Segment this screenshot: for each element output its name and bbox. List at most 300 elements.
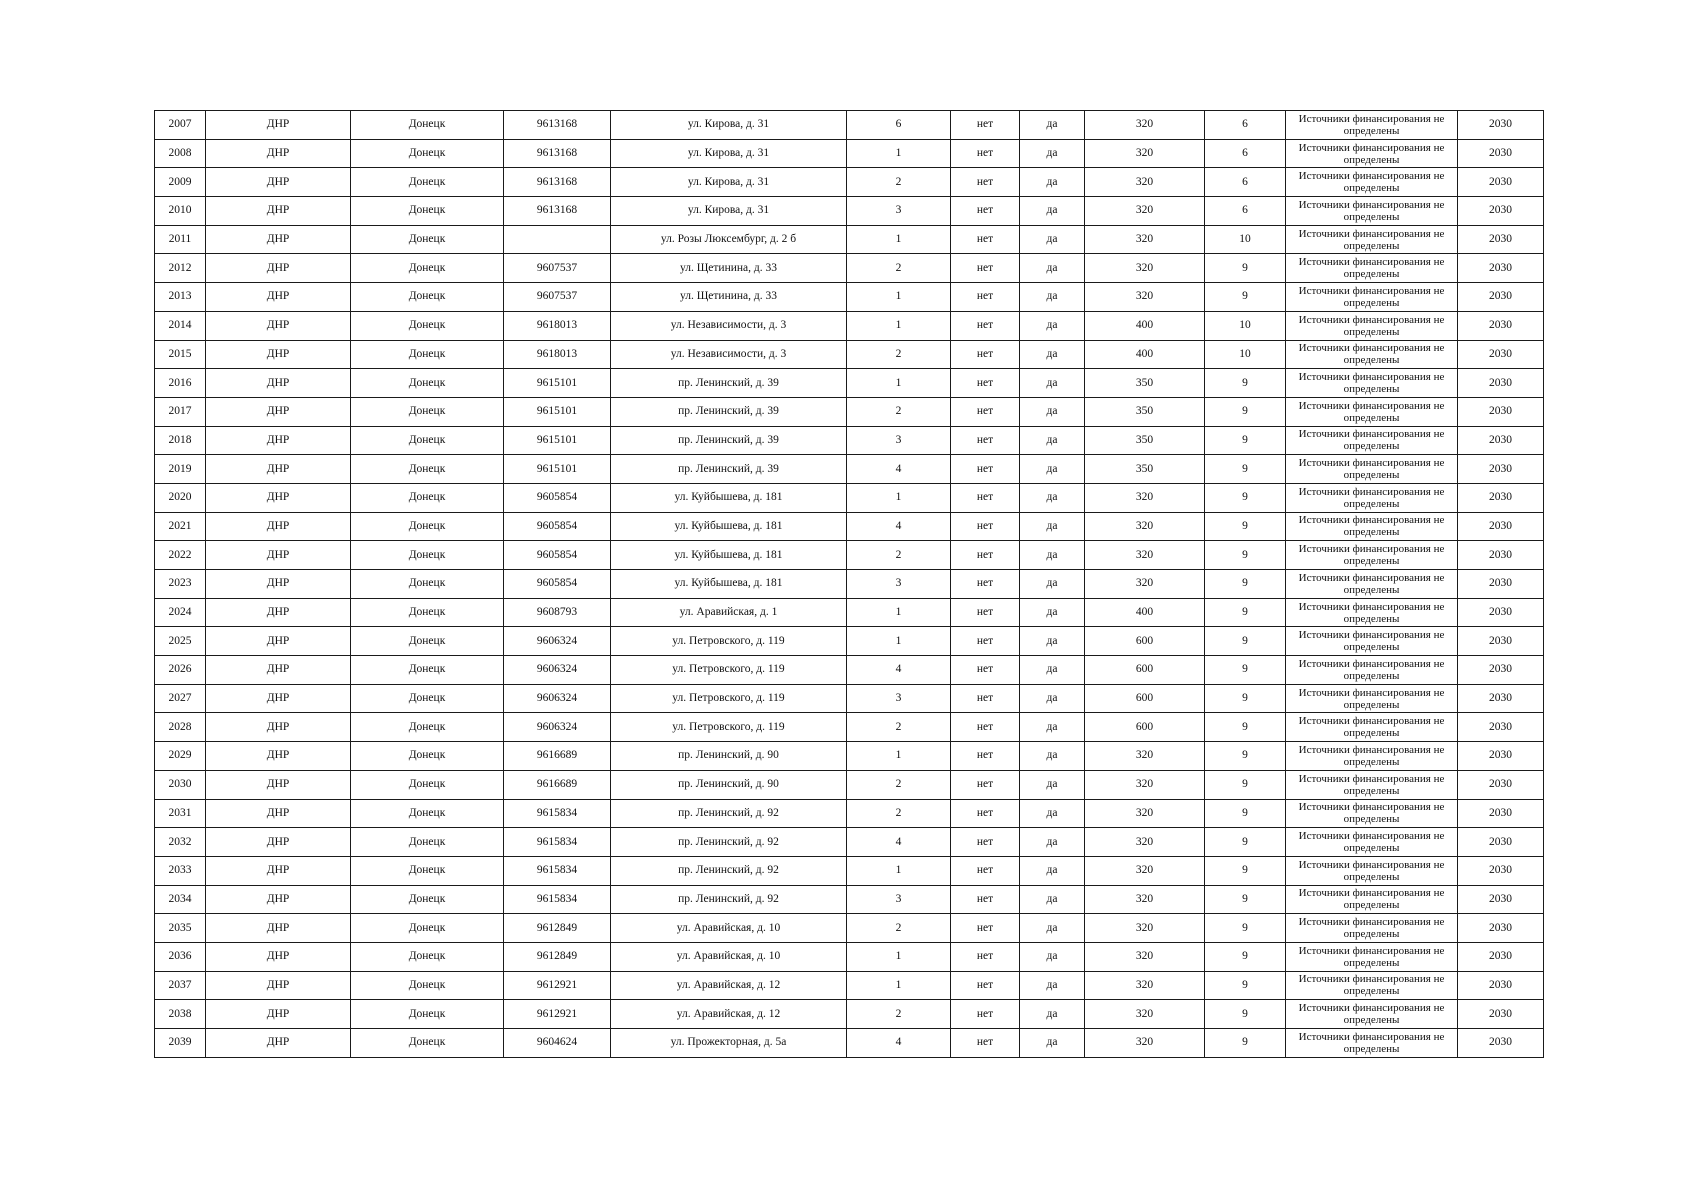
table-row xyxy=(155,1000,1544,1029)
funding-cell: Источники финансирования не определены xyxy=(1286,627,1458,656)
table-row xyxy=(155,455,1544,484)
value-cell: 320 xyxy=(1085,570,1205,599)
funding-cell: Источники финансирования не определены xyxy=(1286,139,1458,168)
year-cell: 2030 xyxy=(1458,828,1544,857)
region-cell: ДНР xyxy=(206,483,351,512)
year-cell: 2030 xyxy=(1458,971,1544,1000)
flag-a-cell: нет xyxy=(951,828,1020,857)
funding-cell: Источники финансирования не определены xyxy=(1286,1000,1458,1029)
region-cell: ДНР xyxy=(206,111,351,140)
address-cell: ул. Аравийская, д. 10 xyxy=(611,942,847,971)
region-cell: ДНР xyxy=(206,885,351,914)
address-cell: ул. Аравийская, д. 1 xyxy=(611,598,847,627)
table-row xyxy=(155,168,1544,197)
code-cell: 9613168 xyxy=(504,197,611,226)
city-cell: Донецк xyxy=(351,799,504,828)
address-cell: ул. Петровского, д. 119 xyxy=(611,684,847,713)
grade-cell: 9 xyxy=(1205,971,1286,1000)
count-cell: 4 xyxy=(847,455,951,484)
address-cell: ул. Петровского, д. 119 xyxy=(611,656,847,685)
row-number-cell: 2009 xyxy=(155,168,206,197)
year-cell: 2030 xyxy=(1458,283,1544,312)
flag-b-cell: да xyxy=(1020,1000,1085,1029)
value-cell: 320 xyxy=(1085,483,1205,512)
grade-cell: 9 xyxy=(1205,570,1286,599)
funding-cell: Источники финансирования не определены xyxy=(1286,770,1458,799)
region-cell: ДНР xyxy=(206,340,351,369)
flag-b-cell: да xyxy=(1020,512,1085,541)
flag-a-cell: нет xyxy=(951,483,1020,512)
funding-cell: Источники финансирования не определены xyxy=(1286,111,1458,140)
address-cell: ул. Куйбышева, д. 181 xyxy=(611,483,847,512)
year-cell: 2030 xyxy=(1458,770,1544,799)
row-number-cell: 2022 xyxy=(155,541,206,570)
year-cell: 2030 xyxy=(1458,455,1544,484)
flag-a-cell: нет xyxy=(951,684,1020,713)
grade-cell: 9 xyxy=(1205,799,1286,828)
count-cell: 1 xyxy=(847,627,951,656)
region-cell: ДНР xyxy=(206,942,351,971)
flag-b-cell: да xyxy=(1020,139,1085,168)
count-cell: 3 xyxy=(847,885,951,914)
value-cell: 320 xyxy=(1085,111,1205,140)
row-number-cell: 2031 xyxy=(155,799,206,828)
city-cell: Донецк xyxy=(351,168,504,197)
funding-cell: Источники финансирования не определены xyxy=(1286,168,1458,197)
region-cell: ДНР xyxy=(206,656,351,685)
code-cell: 9615834 xyxy=(504,828,611,857)
flag-a-cell: нет xyxy=(951,512,1020,541)
flag-a-cell: нет xyxy=(951,570,1020,599)
city-cell: Донецк xyxy=(351,397,504,426)
funding-cell: Источники финансирования не определены xyxy=(1286,656,1458,685)
table-row xyxy=(155,713,1544,742)
table-row xyxy=(155,541,1544,570)
grade-cell: 10 xyxy=(1205,225,1286,254)
address-cell: ул. Независимости, д. 3 xyxy=(611,311,847,340)
row-number-cell: 2023 xyxy=(155,570,206,599)
value-cell: 400 xyxy=(1085,311,1205,340)
code-cell: 9608793 xyxy=(504,598,611,627)
city-cell: Донецк xyxy=(351,1029,504,1058)
funding-cell: Источники финансирования не определены xyxy=(1286,598,1458,627)
year-cell: 2030 xyxy=(1458,311,1544,340)
value-cell: 320 xyxy=(1085,197,1205,226)
row-number-cell: 2014 xyxy=(155,311,206,340)
address-cell: ул. Петровского, д. 119 xyxy=(611,713,847,742)
address-cell: ул. Щетинина, д. 33 xyxy=(611,283,847,312)
flag-a-cell: нет xyxy=(951,1000,1020,1029)
count-cell: 3 xyxy=(847,570,951,599)
region-cell: ДНР xyxy=(206,225,351,254)
address-cell: ул. Куйбышева, д. 181 xyxy=(611,512,847,541)
year-cell: 2030 xyxy=(1458,541,1544,570)
flag-a-cell: нет xyxy=(951,942,1020,971)
value-cell: 320 xyxy=(1085,168,1205,197)
grade-cell: 9 xyxy=(1205,828,1286,857)
count-cell: 1 xyxy=(847,283,951,312)
table-row xyxy=(155,369,1544,398)
table-row xyxy=(155,684,1544,713)
table-row xyxy=(155,885,1544,914)
funding-cell: Источники финансирования не определены xyxy=(1286,684,1458,713)
table-body xyxy=(155,111,1544,1058)
row-number-cell: 2032 xyxy=(155,828,206,857)
flag-a-cell: нет xyxy=(951,885,1020,914)
table-row xyxy=(155,512,1544,541)
code-cell: 9612849 xyxy=(504,914,611,943)
code-cell: 9615834 xyxy=(504,856,611,885)
grade-cell: 9 xyxy=(1205,713,1286,742)
flag-b-cell: да xyxy=(1020,942,1085,971)
city-cell: Донецк xyxy=(351,1000,504,1029)
city-cell: Донецк xyxy=(351,483,504,512)
table-row xyxy=(155,971,1544,1000)
flag-b-cell: да xyxy=(1020,713,1085,742)
funding-cell: Источники финансирования не определены xyxy=(1286,541,1458,570)
code-cell: 9604624 xyxy=(504,1029,611,1058)
count-cell: 2 xyxy=(847,799,951,828)
code-cell: 9605854 xyxy=(504,541,611,570)
value-cell: 350 xyxy=(1085,397,1205,426)
funding-cell: Источники финансирования не определены xyxy=(1286,254,1458,283)
grade-cell: 9 xyxy=(1205,627,1286,656)
count-cell: 2 xyxy=(847,713,951,742)
count-cell: 6 xyxy=(847,111,951,140)
count-cell: 1 xyxy=(847,369,951,398)
count-cell: 2 xyxy=(847,168,951,197)
address-cell: пр. Ленинский, д. 39 xyxy=(611,369,847,398)
funding-cell: Источники финансирования не определены xyxy=(1286,971,1458,1000)
row-number-cell: 2027 xyxy=(155,684,206,713)
flag-b-cell: да xyxy=(1020,1029,1085,1058)
table-row xyxy=(155,914,1544,943)
flag-b-cell: да xyxy=(1020,770,1085,799)
row-number-cell: 2026 xyxy=(155,656,206,685)
flag-a-cell: нет xyxy=(951,914,1020,943)
value-cell: 600 xyxy=(1085,656,1205,685)
value-cell: 320 xyxy=(1085,971,1205,1000)
funding-cell: Источники финансирования не определены xyxy=(1286,713,1458,742)
value-cell: 320 xyxy=(1085,942,1205,971)
table-row xyxy=(155,828,1544,857)
year-cell: 2030 xyxy=(1458,483,1544,512)
region-cell: ДНР xyxy=(206,455,351,484)
row-number-cell: 2035 xyxy=(155,914,206,943)
flag-b-cell: да xyxy=(1020,225,1085,254)
count-cell: 2 xyxy=(847,770,951,799)
year-cell: 2030 xyxy=(1458,627,1544,656)
value-cell: 320 xyxy=(1085,828,1205,857)
count-cell: 1 xyxy=(847,483,951,512)
count-cell: 4 xyxy=(847,656,951,685)
flag-a-cell: нет xyxy=(951,311,1020,340)
year-cell: 2030 xyxy=(1458,197,1544,226)
row-number-cell: 2028 xyxy=(155,713,206,742)
funding-cell: Источники финансирования не определены xyxy=(1286,283,1458,312)
address-cell: ул. Кирова, д. 31 xyxy=(611,197,847,226)
city-cell: Донецк xyxy=(351,856,504,885)
row-number-cell: 2030 xyxy=(155,770,206,799)
count-cell: 4 xyxy=(847,828,951,857)
funding-cell: Источники финансирования не определены xyxy=(1286,397,1458,426)
funding-cell: Источники финансирования не определены xyxy=(1286,828,1458,857)
value-cell: 320 xyxy=(1085,512,1205,541)
count-cell: 3 xyxy=(847,684,951,713)
region-cell: ДНР xyxy=(206,168,351,197)
region-cell: ДНР xyxy=(206,197,351,226)
flag-a-cell: нет xyxy=(951,111,1020,140)
flag-b-cell: да xyxy=(1020,541,1085,570)
address-cell: ул. Щетинина, д. 33 xyxy=(611,254,847,283)
city-cell: Донецк xyxy=(351,225,504,254)
flag-a-cell: нет xyxy=(951,770,1020,799)
grade-cell: 9 xyxy=(1205,455,1286,484)
grade-cell: 9 xyxy=(1205,541,1286,570)
region-cell: ДНР xyxy=(206,570,351,599)
flag-b-cell: да xyxy=(1020,914,1085,943)
table-row xyxy=(155,942,1544,971)
grade-cell: 9 xyxy=(1205,742,1286,771)
funding-cell: Источники финансирования не определены xyxy=(1286,570,1458,599)
grade-cell: 9 xyxy=(1205,856,1286,885)
region-cell: ДНР xyxy=(206,713,351,742)
row-number-cell: 2034 xyxy=(155,885,206,914)
value-cell: 320 xyxy=(1085,799,1205,828)
grade-cell: 9 xyxy=(1205,684,1286,713)
region-cell: ДНР xyxy=(206,139,351,168)
region-cell: ДНР xyxy=(206,512,351,541)
table-row xyxy=(155,742,1544,771)
code-cell: 9615101 xyxy=(504,426,611,455)
grade-cell: 9 xyxy=(1205,426,1286,455)
flag-b-cell: да xyxy=(1020,570,1085,599)
value-cell: 350 xyxy=(1085,455,1205,484)
city-cell: Донецк xyxy=(351,713,504,742)
city-cell: Донецк xyxy=(351,426,504,455)
table-row xyxy=(155,1029,1544,1058)
city-cell: Донецк xyxy=(351,541,504,570)
count-cell: 2 xyxy=(847,397,951,426)
code-cell: 9613168 xyxy=(504,168,611,197)
value-cell: 320 xyxy=(1085,914,1205,943)
flag-b-cell: да xyxy=(1020,111,1085,140)
region-cell: ДНР xyxy=(206,856,351,885)
row-number-cell: 2011 xyxy=(155,225,206,254)
address-cell: пр. Ленинский, д. 39 xyxy=(611,426,847,455)
year-cell: 2030 xyxy=(1458,942,1544,971)
address-cell: пр. Ленинский, д. 90 xyxy=(611,742,847,771)
row-number-cell: 2029 xyxy=(155,742,206,771)
count-cell: 4 xyxy=(847,1029,951,1058)
grade-cell: 9 xyxy=(1205,254,1286,283)
year-cell: 2030 xyxy=(1458,369,1544,398)
region-cell: ДНР xyxy=(206,369,351,398)
year-cell: 2030 xyxy=(1458,111,1544,140)
count-cell: 2 xyxy=(847,340,951,369)
flag-b-cell: да xyxy=(1020,197,1085,226)
flag-a-cell: нет xyxy=(951,369,1020,398)
city-cell: Донецк xyxy=(351,770,504,799)
flag-b-cell: да xyxy=(1020,598,1085,627)
region-cell: ДНР xyxy=(206,627,351,656)
grade-cell: 9 xyxy=(1205,512,1286,541)
city-cell: Донецк xyxy=(351,369,504,398)
flag-a-cell: нет xyxy=(951,856,1020,885)
city-cell: Донецк xyxy=(351,971,504,1000)
address-cell: ул. Аравийская, д. 10 xyxy=(611,914,847,943)
row-number-cell: 2019 xyxy=(155,455,206,484)
table-row xyxy=(155,570,1544,599)
code-cell: 9606324 xyxy=(504,656,611,685)
row-number-cell: 2021 xyxy=(155,512,206,541)
code-cell: 9612849 xyxy=(504,942,611,971)
count-cell: 1 xyxy=(847,856,951,885)
code-cell: 9612921 xyxy=(504,1000,611,1029)
count-cell: 2 xyxy=(847,541,951,570)
count-cell: 1 xyxy=(847,971,951,1000)
flag-a-cell: нет xyxy=(951,799,1020,828)
table-row xyxy=(155,283,1544,312)
city-cell: Донецк xyxy=(351,885,504,914)
address-cell: пр. Ленинский, д. 90 xyxy=(611,770,847,799)
flag-b-cell: да xyxy=(1020,627,1085,656)
region-cell: ДНР xyxy=(206,598,351,627)
grade-cell: 9 xyxy=(1205,283,1286,312)
row-number-cell: 2015 xyxy=(155,340,206,369)
grade-cell: 10 xyxy=(1205,340,1286,369)
flag-a-cell: нет xyxy=(951,426,1020,455)
flag-b-cell: да xyxy=(1020,799,1085,828)
value-cell: 320 xyxy=(1085,225,1205,254)
grade-cell: 6 xyxy=(1205,197,1286,226)
year-cell: 2030 xyxy=(1458,1029,1544,1058)
flag-b-cell: да xyxy=(1020,283,1085,312)
row-number-cell: 2010 xyxy=(155,197,206,226)
city-cell: Донецк xyxy=(351,512,504,541)
value-cell: 320 xyxy=(1085,283,1205,312)
flag-a-cell: нет xyxy=(951,397,1020,426)
code-cell: 9606324 xyxy=(504,713,611,742)
table-row xyxy=(155,254,1544,283)
city-cell: Донецк xyxy=(351,598,504,627)
value-cell: 600 xyxy=(1085,713,1205,742)
code-cell: 9605854 xyxy=(504,512,611,541)
count-cell: 1 xyxy=(847,311,951,340)
year-cell: 2030 xyxy=(1458,713,1544,742)
value-cell: 600 xyxy=(1085,684,1205,713)
year-cell: 2030 xyxy=(1458,340,1544,369)
code-cell: 9606324 xyxy=(504,627,611,656)
grade-cell: 9 xyxy=(1205,770,1286,799)
city-cell: Донецк xyxy=(351,139,504,168)
funding-cell: Источники финансирования не определены xyxy=(1286,856,1458,885)
row-number-cell: 2012 xyxy=(155,254,206,283)
year-cell: 2030 xyxy=(1458,856,1544,885)
table-row xyxy=(155,598,1544,627)
city-cell: Донецк xyxy=(351,942,504,971)
city-cell: Донецк xyxy=(351,570,504,599)
count-cell: 1 xyxy=(847,598,951,627)
table-row xyxy=(155,225,1544,254)
code-cell: 9613168 xyxy=(504,111,611,140)
value-cell: 320 xyxy=(1085,541,1205,570)
flag-a-cell: нет xyxy=(951,541,1020,570)
funding-cell: Источники финансирования не определены xyxy=(1286,942,1458,971)
row-number-cell: 2039 xyxy=(155,1029,206,1058)
count-cell: 1 xyxy=(847,139,951,168)
city-cell: Донецк xyxy=(351,197,504,226)
count-cell: 4 xyxy=(847,512,951,541)
region-cell: ДНР xyxy=(206,1029,351,1058)
code-cell: 9607537 xyxy=(504,254,611,283)
address-cell: пр. Ленинский, д. 92 xyxy=(611,856,847,885)
grade-cell: 9 xyxy=(1205,656,1286,685)
table-row xyxy=(155,111,1544,140)
code-cell: 9605854 xyxy=(504,483,611,512)
flag-a-cell: нет xyxy=(951,598,1020,627)
year-cell: 2030 xyxy=(1458,225,1544,254)
city-cell: Донецк xyxy=(351,742,504,771)
address-cell: пр. Ленинский, д. 39 xyxy=(611,455,847,484)
value-cell: 320 xyxy=(1085,1029,1205,1058)
year-cell: 2030 xyxy=(1458,397,1544,426)
year-cell: 2030 xyxy=(1458,168,1544,197)
funding-cell: Источники финансирования не определены xyxy=(1286,799,1458,828)
year-cell: 2030 xyxy=(1458,684,1544,713)
value-cell: 400 xyxy=(1085,598,1205,627)
grade-cell: 9 xyxy=(1205,598,1286,627)
funding-cell: Источники финансирования не определены xyxy=(1286,885,1458,914)
value-cell: 320 xyxy=(1085,1000,1205,1029)
row-number-cell: 2013 xyxy=(155,283,206,312)
grade-cell: 10 xyxy=(1205,311,1286,340)
count-cell: 3 xyxy=(847,197,951,226)
row-number-cell: 2017 xyxy=(155,397,206,426)
code-cell: 9615834 xyxy=(504,885,611,914)
grade-cell: 9 xyxy=(1205,914,1286,943)
city-cell: Донецк xyxy=(351,340,504,369)
flag-a-cell: нет xyxy=(951,254,1020,283)
region-cell: ДНР xyxy=(206,971,351,1000)
funding-cell: Источники финансирования не определены xyxy=(1286,369,1458,398)
city-cell: Донецк xyxy=(351,455,504,484)
address-cell: ул. Розы Люксембург, д. 2 б xyxy=(611,225,847,254)
flag-a-cell: нет xyxy=(951,283,1020,312)
code-cell: 9616689 xyxy=(504,770,611,799)
code-cell: 9605854 xyxy=(504,570,611,599)
region-cell: ДНР xyxy=(206,770,351,799)
table-row xyxy=(155,197,1544,226)
grade-cell: 6 xyxy=(1205,139,1286,168)
flag-b-cell: да xyxy=(1020,885,1085,914)
row-number-cell: 2036 xyxy=(155,942,206,971)
address-cell: ул. Прожекторная, д. 5а xyxy=(611,1029,847,1058)
address-cell: ул. Кирова, д. 31 xyxy=(611,168,847,197)
address-cell: ул. Аравийская, д. 12 xyxy=(611,1000,847,1029)
table-row xyxy=(155,340,1544,369)
row-number-cell: 2038 xyxy=(155,1000,206,1029)
table-row xyxy=(155,856,1544,885)
row-number-cell: 2008 xyxy=(155,139,206,168)
grade-cell: 9 xyxy=(1205,369,1286,398)
flag-a-cell: нет xyxy=(951,656,1020,685)
flag-a-cell: нет xyxy=(951,1029,1020,1058)
grade-cell: 6 xyxy=(1205,168,1286,197)
funding-cell: Источники финансирования не определены xyxy=(1286,1029,1458,1058)
code-cell: 9606324 xyxy=(504,684,611,713)
flag-b-cell: да xyxy=(1020,656,1085,685)
